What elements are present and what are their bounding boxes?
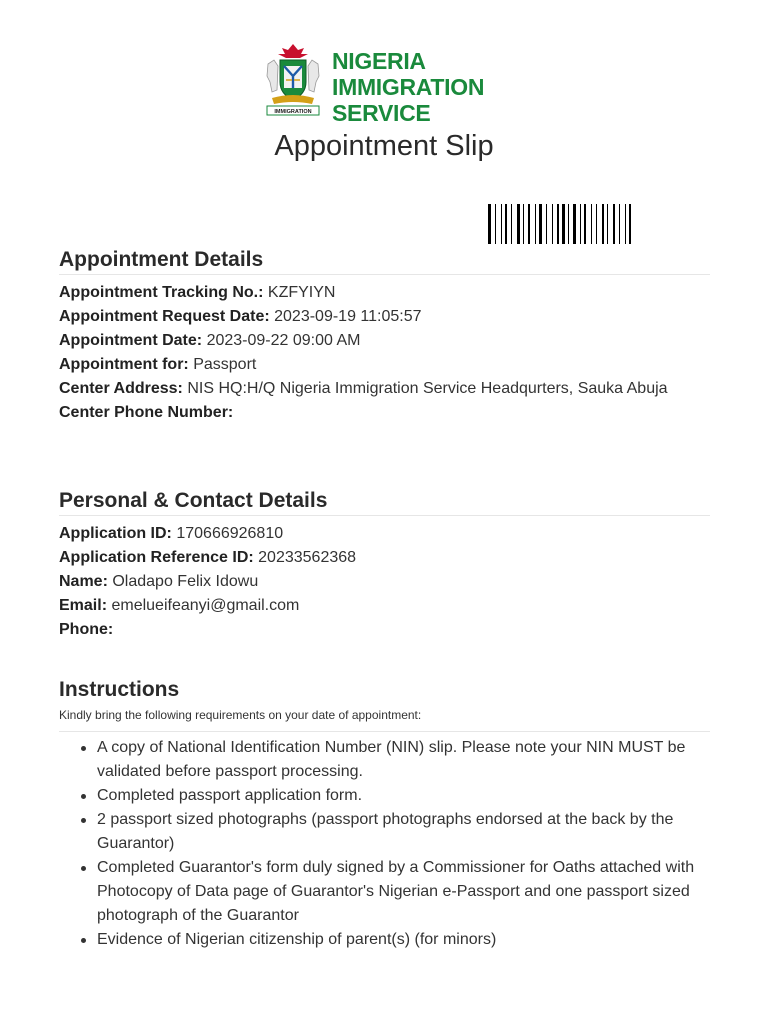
personal-details-fields — [59, 522, 710, 642]
field-row — [59, 401, 710, 425]
barcode-bar — [546, 204, 547, 244]
field-label: Center Address: — [59, 380, 183, 397]
instructions-heading: Instructions — [59, 678, 180, 701]
requirements-list — [59, 736, 710, 952]
field-value: 2023-09-22 09:00 AM — [206, 332, 361, 349]
field-label: Name: — [59, 573, 108, 590]
barcode-bar — [535, 204, 536, 244]
page-title: Appointment Slip — [274, 130, 494, 162]
barcode-bar — [596, 204, 597, 244]
requirement-item: 2 passport sized photographs (passport photographs endorsed at the back by the Guarantor) — [97, 808, 710, 856]
barcode — [488, 204, 708, 244]
field-label: Appointment Date: — [59, 332, 203, 349]
field-value: Passport — [193, 356, 257, 373]
field-row — [59, 377, 710, 401]
instructions-note: Kindly bring the following requirements on your date of appointment: — [59, 708, 710, 732]
field-value: KZFYIYN — [267, 284, 336, 301]
barcode-bar — [539, 204, 542, 244]
field-label: Phone: — [59, 621, 114, 638]
barcode-bar — [584, 204, 586, 244]
field-value: emelueifeanyi@gmail.com — [111, 597, 300, 614]
barcode-bar — [591, 204, 592, 244]
logo-line: NIGERIA — [332, 48, 426, 74]
field-value: 170666926810 — [176, 525, 284, 542]
field-label: Email: — [59, 597, 108, 614]
barcode-bar — [505, 204, 507, 244]
barcode-bar — [613, 204, 615, 244]
emblem-ribbon-text: IMMIGRATION — [274, 109, 312, 115]
logo-wordmark — [332, 48, 484, 126]
field-row — [59, 546, 710, 570]
barcode-bar — [619, 204, 620, 244]
barcode-bar — [495, 204, 496, 244]
barcode-bar — [625, 204, 626, 244]
barcode-bar — [629, 204, 631, 244]
field-row — [59, 522, 710, 546]
appointment-details-fields — [59, 281, 710, 425]
barcode-bar — [528, 204, 530, 244]
barcode-bar — [523, 204, 524, 244]
barcode-bar — [488, 204, 491, 244]
requirement-item: Evidence of Nigerian citizenship of parent(s) (for minors) — [97, 928, 710, 952]
barcode-bar — [607, 204, 608, 244]
coat-of-arms-emblem — [264, 42, 322, 118]
field-row — [59, 305, 710, 329]
field-row — [59, 353, 710, 377]
appointment-details-heading: Appointment Details — [59, 248, 710, 275]
barcode-bar — [602, 204, 604, 244]
barcode-bar — [557, 204, 559, 244]
personal-details-heading: Personal & Contact Details — [59, 489, 710, 516]
field-label: Appointment Tracking No.: — [59, 284, 264, 301]
barcode-bar — [580, 204, 581, 244]
barcode-bar — [568, 204, 569, 244]
field-value: 20233562368 — [258, 549, 357, 566]
field-row — [59, 570, 710, 594]
field-label: Application ID: — [59, 525, 172, 542]
barcode-bar — [573, 204, 576, 244]
nis-logo — [264, 42, 514, 126]
field-row — [59, 281, 710, 305]
requirement-item: Completed passport application form. — [97, 784, 710, 808]
field-value: 2023-09-19 11:05:57 — [274, 308, 422, 325]
requirement-item: A copy of National Identification Number (NIN) slip. Please note your NIN MUST be validated before passport processing. — [97, 736, 710, 784]
field-label: Appointment Request Date: — [59, 308, 270, 325]
field-row — [59, 329, 710, 353]
barcode-bar — [562, 204, 565, 244]
field-value: NIS HQ:H/Q Nigeria Immigration Service Headqurters, Sauka Abuja — [187, 380, 668, 397]
barcode-bar — [552, 204, 553, 244]
field-label: Appointment for: — [59, 356, 189, 373]
field-label: Center Phone Number: — [59, 404, 234, 421]
field-value: Oladapo Felix Idowu — [112, 573, 259, 590]
field-row — [59, 594, 710, 618]
requirement-item: Completed Guarantor's form duly signed by a Commissioner for Oaths attached with Photocopy of Data page of Guarantor's Nigerian e-Passport and one passport sized photograph of the Guarantor — [97, 856, 710, 928]
barcode-bar — [517, 204, 520, 244]
field-row — [59, 618, 710, 642]
field-label: Application Reference ID: — [59, 549, 254, 566]
barcode-bar — [501, 204, 502, 244]
logo-line: IMMIGRATION — [332, 74, 485, 100]
logo-line: SERVICE — [332, 100, 431, 126]
barcode-bar — [511, 204, 512, 244]
